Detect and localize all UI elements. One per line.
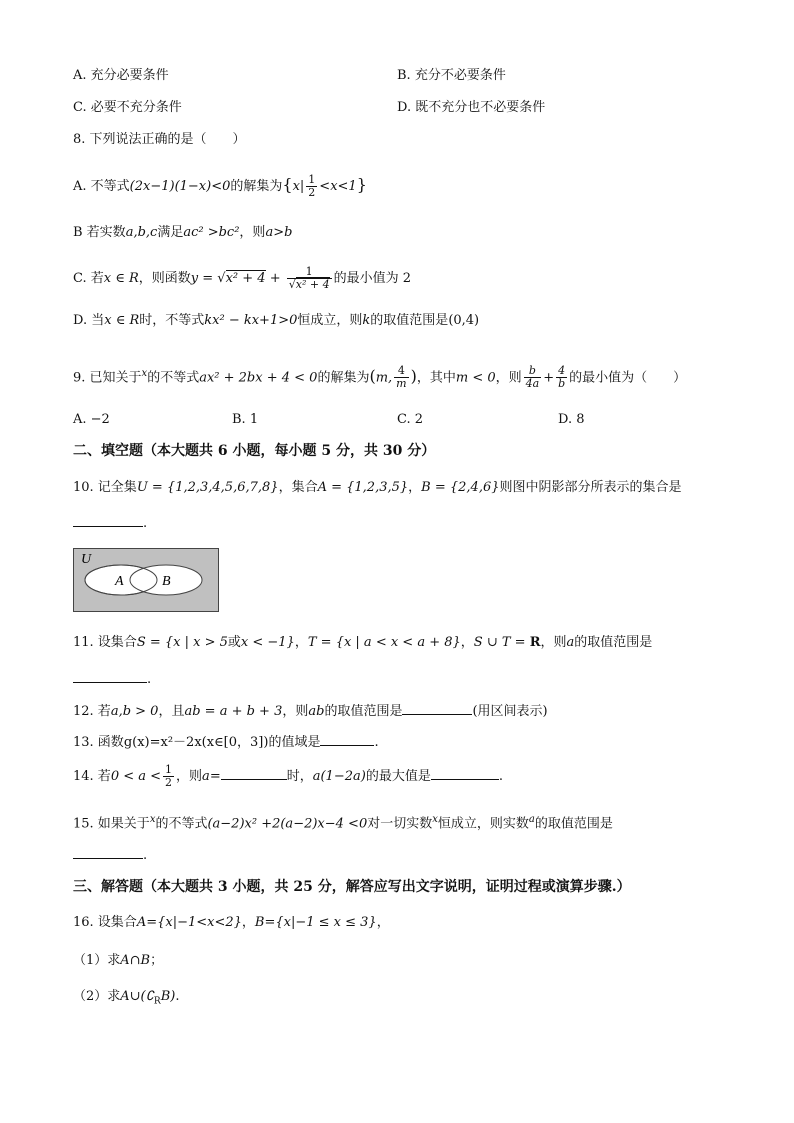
q10-stem <box>73 479 682 497</box>
q8-c-plus: + <box>265 271 285 286</box>
q15-mid2: 对一切实数 <box>367 816 433 832</box>
q16-p1-prefix: （1）求 <box>73 953 121 968</box>
q9-expr1-fraction <box>524 365 542 390</box>
q11-var: a <box>566 635 575 650</box>
q15-prefix: 15. 如果关于 <box>73 816 150 832</box>
q15-mid: 的不等式 <box>155 816 208 832</box>
q16-part-1 <box>73 952 163 970</box>
q11-answer-line: . <box>73 671 151 689</box>
q10-u-set: U = {1,2,3,4,5,6,7,8} <box>136 480 279 495</box>
q15-var: x <box>149 814 156 825</box>
q8-c-prefix: C. 若 <box>73 271 104 286</box>
q9-e2-den: b <box>558 377 566 391</box>
q10-a-set: A = {1,2,3,5} <box>317 480 409 495</box>
q9-cond: m < 0 <box>455 370 496 386</box>
q14-eq: = <box>209 769 221 784</box>
q8-c-sqrt-sign: √ <box>217 271 226 286</box>
q16-p2-end: . <box>175 989 180 1004</box>
q8-b-prefix: B 若实数 <box>73 225 126 240</box>
venn-diagram <box>73 548 219 612</box>
q10-prefix: 10. 记全集 <box>73 480 137 495</box>
q16-a-set: A={x|−1<x<2} <box>136 915 242 930</box>
q8-c-func-lhs: y = <box>190 271 218 286</box>
q9-stem <box>73 356 686 396</box>
q12-blank <box>402 714 472 715</box>
q9-interval-fraction <box>394 365 408 390</box>
q8-option-b <box>73 224 292 242</box>
q16-p2-sub: R <box>153 996 161 1007</box>
q11-mid: ，则 <box>540 635 567 650</box>
q9-option-a: A. −2 <box>73 412 110 427</box>
q14-frac-den: 2 <box>165 776 173 789</box>
q9-mid2: 的解集为 <box>317 370 370 386</box>
q9-frac-num: 4 <box>394 365 408 378</box>
q10-sep: ， <box>408 480 422 495</box>
q15-var3: a <box>528 814 535 825</box>
q11-end: 的取值范围是 <box>574 635 653 650</box>
q12-end: 的取值范围是 <box>324 704 403 719</box>
q14-blank-2 <box>431 779 499 780</box>
q16-part-2 <box>73 988 179 1011</box>
q8-d-range: (0,4) <box>448 313 480 328</box>
q8-b-cond: ac² >bc² <box>183 225 240 240</box>
q8-a-set-open: { <box>282 175 293 194</box>
q8-a-frac-num: 1 <box>308 173 316 186</box>
q9-e2-num: 4 <box>556 365 567 378</box>
q8-d-ineq: kx² − kx+1>0 <box>204 313 298 328</box>
q12-mid: ，且 <box>158 704 185 719</box>
q13-end: 的值域是 <box>268 735 321 750</box>
q11-or: 或 <box>227 635 241 650</box>
q7-option-a: A. 充分必要条件 <box>73 68 169 83</box>
q14-end: 的最大值是 <box>365 769 431 784</box>
q7-option-c: C. 必要不充分条件 <box>73 100 182 115</box>
q9-option-d: D. 8 <box>558 412 585 427</box>
q9-mid: 的不等式 <box>147 370 200 386</box>
q14-fraction <box>163 764 174 789</box>
q15-end: 的取值范围是 <box>534 816 613 832</box>
q8-c-mid: ，则函数 <box>138 271 191 286</box>
q8-c-frac-num: 1 <box>287 266 332 279</box>
q9-paren-open: ( <box>369 366 376 386</box>
q8-b-vars: a,b,c <box>125 225 158 240</box>
q11-r: R <box>529 635 541 650</box>
q9-option-b: B. 1 <box>232 412 259 427</box>
q13-stem: 13. 函数g(x)=x²－2x(x∈[0，3])的值域是 . <box>73 735 379 750</box>
q16-sep: ， <box>241 915 255 930</box>
q16-stem <box>73 914 390 932</box>
q14-var: a <box>202 769 210 784</box>
q7-option-b: B. 充分不必要条件 <box>397 68 506 83</box>
q9-ineq: ax² + 2bx + 4 < 0 <box>199 370 318 386</box>
q8-option-c <box>73 262 411 296</box>
q9-paren-close: ) <box>410 366 417 386</box>
q8-c-end: 的最小值为 2 <box>333 271 411 286</box>
q12-stem <box>73 703 548 721</box>
q14-prefix: 14. 若 <box>73 769 111 784</box>
q11-prefix: 11. 设集合 <box>73 635 137 650</box>
q8-a-prefix: A. 不等式 <box>73 179 130 194</box>
q11-sep: ， <box>294 635 308 650</box>
q12-cond: a,b > 0 <box>110 704 159 719</box>
q8-a-set-right: <x<1 <box>319 179 357 194</box>
q8-option-a <box>73 168 367 204</box>
q14-mid: ，则 <box>176 769 203 784</box>
q8-d-mid2: 恒成立，则 <box>297 313 363 328</box>
q13-prefix: 13. 函数 <box>73 735 124 750</box>
q14-mid2: 时， <box>286 769 313 784</box>
q9-prefix: 9. 已知关于 <box>73 370 142 386</box>
venn-label-u: U <box>81 552 92 567</box>
q9-expr2-fraction <box>556 365 567 390</box>
q7-option-d: D. 既不充分也不必要条件 <box>397 100 546 115</box>
q15-answer-line: . <box>73 847 147 865</box>
q8-c-cond: x ∈ R <box>103 271 139 286</box>
q11-stem <box>73 634 652 652</box>
q8-a-set-close: } <box>356 175 367 194</box>
q8-c-sqrt-body: x² + 4 <box>225 271 266 286</box>
q8-d-var: k <box>362 313 371 328</box>
q9-mid3: ，其中 <box>416 370 456 386</box>
q8-d-cond: x ∈ R <box>104 313 140 328</box>
q15-mid3: 恒成立，则实数 <box>437 816 529 832</box>
q9-end: 的最小值为（ ） <box>569 370 687 386</box>
q8-b-mid: 满足 <box>157 225 184 240</box>
q8-b-then: ，则 <box>239 225 266 240</box>
q9-e1-den: 4a <box>525 377 540 391</box>
q10-answer-line: . <box>73 515 147 533</box>
section-2-heading: 二、填空题（本大题共 6 小题，每小题 5 分，共 30 分） <box>73 443 436 459</box>
q16-prefix: 16. 设集合 <box>73 915 137 930</box>
q14-expr: a(1−2a) <box>312 769 366 784</box>
q10-end: 则图中阴影部分所表示的集合是 <box>499 480 682 495</box>
q9-var: x <box>141 368 148 379</box>
q16-end: ， <box>376 915 390 930</box>
section-3-heading: 三、解答题（本大题共 3 小题，共 25 分，解答应写出文字说明，证明过程或演算步骤.） <box>73 879 631 895</box>
q16-b-set: B={x|−1 ≤ x ≤ 3} <box>254 915 377 930</box>
q12-prefix: 12. 若 <box>73 704 111 719</box>
q15-var2: x <box>432 814 438 825</box>
q14-frac-num: 1 <box>165 763 173 776</box>
q15-stem <box>73 811 613 833</box>
q9-frac-den: m <box>396 377 407 391</box>
q16-p2-prefix: （2）求 <box>73 989 121 1004</box>
q8-b-concl: a>b <box>265 225 293 240</box>
venn-label-b: B <box>162 574 171 589</box>
q8-a-fraction <box>306 174 317 199</box>
q9-interval-m: m, <box>375 370 393 386</box>
q11-t-set: T = {x | a < x < a + 8} <box>307 635 461 650</box>
q16-p2-expr: A∪(∁ <box>120 989 154 1004</box>
q11-sep2: ， <box>460 635 474 650</box>
q14-cond-left: 0 < a < <box>110 769 162 784</box>
q12-mid2: ，则 <box>282 704 309 719</box>
q8-c-frac-den: √x² + 4 <box>288 278 330 291</box>
q9-option-c: C. 2 <box>397 412 424 427</box>
q8-a-frac-den: 2 <box>308 186 316 199</box>
q9-plus: + <box>543 370 555 386</box>
q8-a-mid: 的解集为 <box>230 179 283 194</box>
q11-union: S ∪ T = <box>473 635 530 650</box>
q12-note: (用区间表示) <box>472 704 548 719</box>
q14-blank-1 <box>221 779 287 780</box>
q11-s-set: S = {x | x > 5 <box>136 635 228 650</box>
q8-c-fraction <box>287 266 332 291</box>
q8-option-d <box>73 312 479 330</box>
q16-p1-expr: A∩B <box>120 953 151 968</box>
q13-blank <box>320 745 374 746</box>
q10-mid: ，集合 <box>278 480 318 495</box>
q15-ineq: (a−2)x² +2(a−2)x−4 <0 <box>207 816 368 832</box>
q16-p1-end: ； <box>150 953 164 968</box>
q8-d-mid: 时，不等式 <box>139 313 205 328</box>
q8-a-expr: (2x−1)(1−x)<0 <box>129 179 231 194</box>
q16-p2-expr2: B) <box>160 989 176 1004</box>
q10-b-set: B = {2,4,6} <box>421 480 500 495</box>
q9-mid4: ，则 <box>495 370 522 386</box>
q8-d-prefix: D. 当 <box>73 313 105 328</box>
q12-eq: ab = a + b + 3 <box>184 704 283 719</box>
q13-func: g(x)=x²－2x(x∈[0，3]) <box>123 735 269 750</box>
venn-label-a: A <box>115 574 124 589</box>
q11-s-set2: x < −1} <box>240 635 295 650</box>
q8-d-end: 的取值范围是 <box>370 313 449 328</box>
q8-a-set-left: x| <box>292 179 305 194</box>
q14-stem: 14. 若0 < a < $\frac{1}{2}$ ，则a= 时，a(1−2a)的最大值是 . <box>73 763 503 789</box>
q9-e1-num: b <box>524 365 542 378</box>
q8-stem: 8. 下列说法正确的是（ ） <box>73 132 246 147</box>
q12-var: ab <box>308 704 325 719</box>
